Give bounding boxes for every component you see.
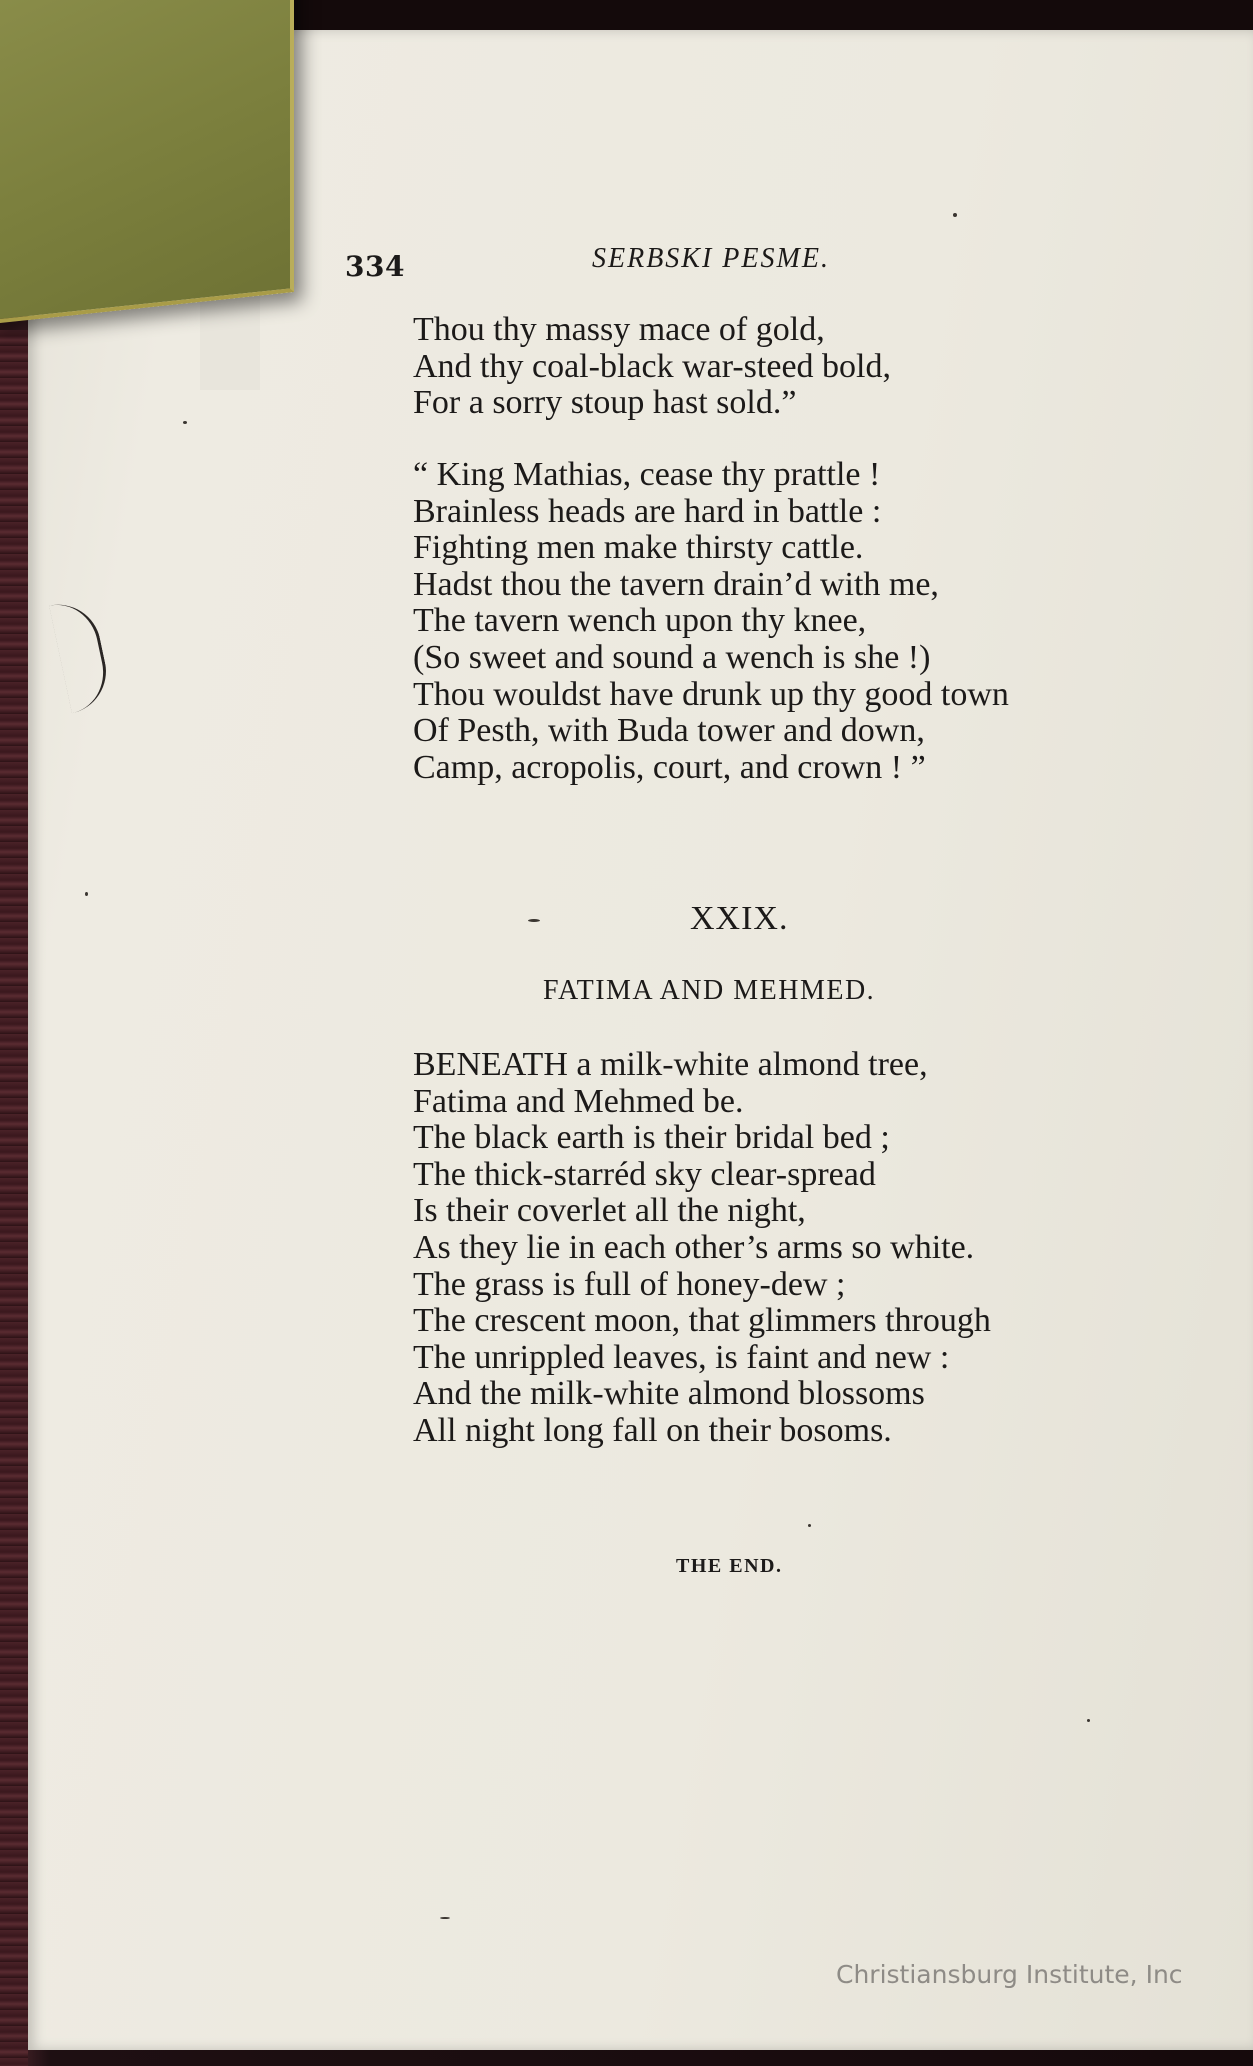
page-number: 334 <box>345 250 405 283</box>
poem-line: Thou wouldst have drunk up thy good town <box>413 675 1009 713</box>
poem-line: The thick-starréd sky clear-spread <box>413 1155 876 1193</box>
poem-line: The black earth is their bridal bed ; <box>413 1119 890 1157</box>
poem-line: Is their coverlet all the night, <box>413 1192 806 1230</box>
poem-line: Of Pesth, with Buda tower and down, <box>413 712 925 750</box>
poem-title: FATIMA AND MEHMED. <box>543 975 876 1006</box>
the-end: THE END. <box>676 1555 783 1577</box>
stanza-1 <box>413 312 891 422</box>
poem-line: BENEATH a milk-white almond tree, <box>413 1046 928 1083</box>
poem-line: As they lie in each other’s arms so white. <box>413 1228 975 1266</box>
watermark: Christiansburg Institute, Inc <box>836 1960 1183 1989</box>
poem-line: Fighting men make thirsty cattle. <box>413 529 864 567</box>
poem-line: The tavern wench upon thy knee, <box>413 602 867 640</box>
running-head: SERBSKI PESME. <box>592 243 830 274</box>
poem-line: Thou thy massy mace of gold, <box>413 311 825 348</box>
green-book-corner <box>0 0 294 324</box>
book-spine-edge <box>0 330 28 2066</box>
poem-line: And thy coal-black war-steed bold, <box>413 347 891 385</box>
stanza-2 <box>413 457 1009 786</box>
paper-speck <box>1087 1719 1090 1722</box>
paper-speck <box>85 892 88 896</box>
poem-line: The grass is full of honey-dew ; <box>413 1265 846 1303</box>
poem-line: The crescent moon, that glimmers through <box>413 1302 991 1340</box>
paper-speck <box>808 1524 811 1527</box>
paper-speck <box>953 213 957 217</box>
poem-line: “ King Mathias, cease thy prattle ! <box>413 456 881 493</box>
poem-line: Brainless heads are hard in battle : <box>413 492 882 530</box>
poem-line: The unrippled leaves, is faint and new : <box>413 1338 950 1376</box>
poem-line: Fatima and Mehmed be. <box>413 1082 744 1120</box>
stanza-3 <box>413 1047 991 1450</box>
poem-line: Camp, acropolis, court, and crown ! ” <box>413 748 926 786</box>
poem-line: And the milk-white almond blossoms <box>413 1375 925 1413</box>
paper-speck <box>183 421 187 424</box>
poem-line: All night long fall on their bosoms. <box>413 1411 892 1449</box>
poem-line: (So sweet and sound a wench is she !) <box>413 638 931 676</box>
paper-speck <box>440 1917 450 1919</box>
poem-line: For a sorry stoup hast sold.” <box>413 384 797 422</box>
poem-line: Hadst thou the tavern drain’d with me, <box>413 565 939 603</box>
section-number: XXIX. <box>690 900 789 937</box>
paper-speck <box>528 919 540 922</box>
